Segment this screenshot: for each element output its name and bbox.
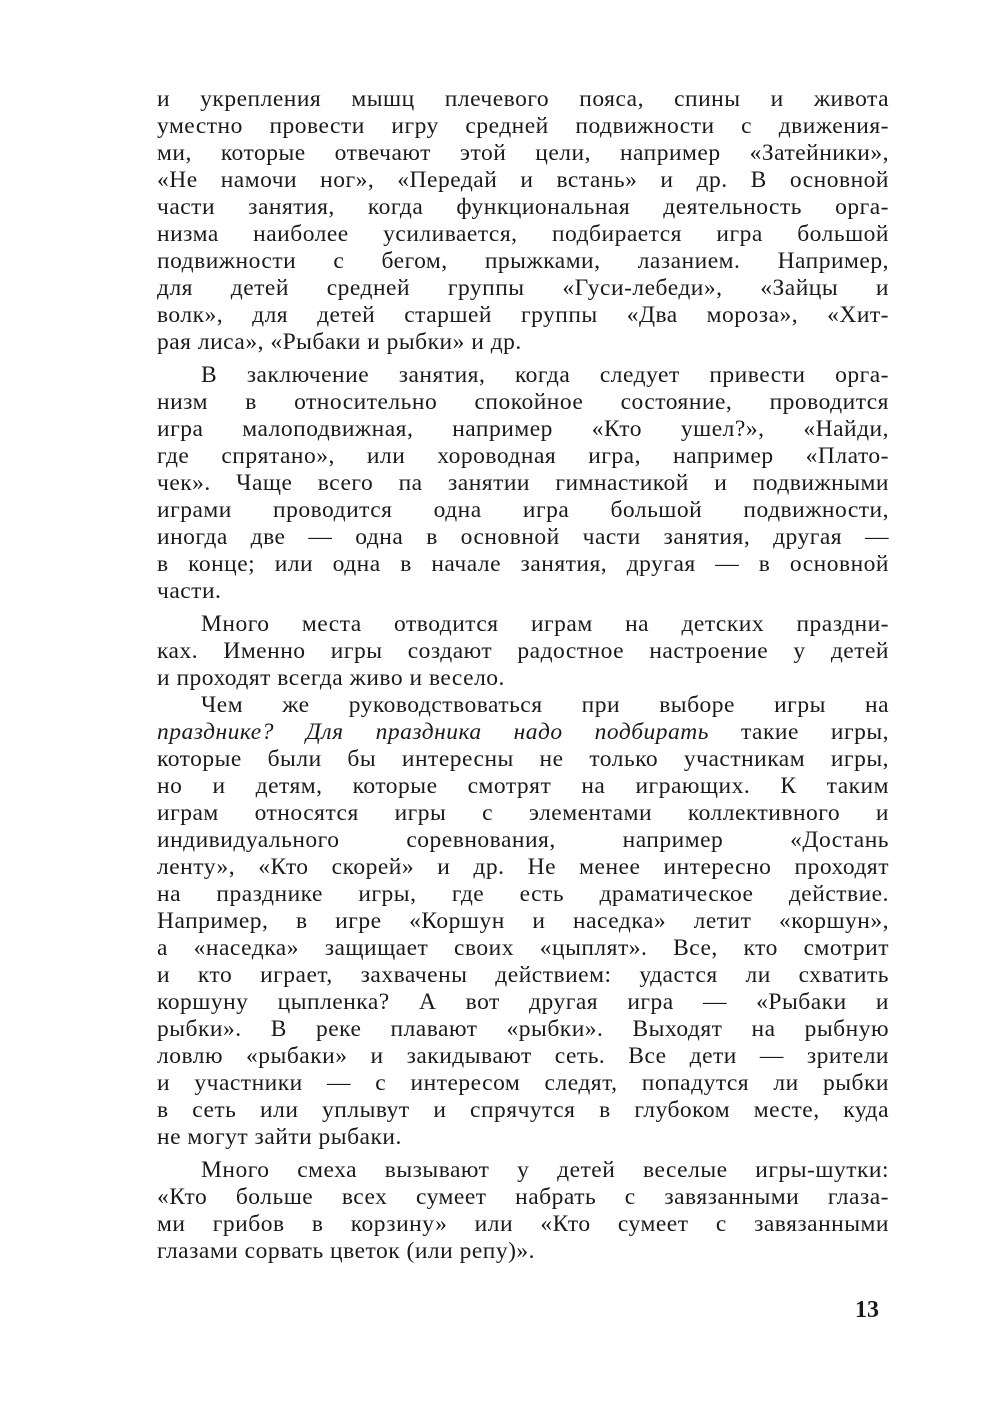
text-line: играми проводится одна игра большой подвижности, xyxy=(157,497,889,523)
text-line: играм относятся игры с элементами коллективного и xyxy=(157,800,889,826)
paragraph-4 xyxy=(157,692,889,1151)
text-line: ми грибов в корзину» или «Кто сумеет с завязанными xyxy=(157,1211,889,1237)
text-line: ленту», «Кто скорей» и др. Не менее интересно проходят xyxy=(157,854,889,880)
text-line: ми, которые отвечают этой цели, например «Затейники», xyxy=(157,140,889,166)
text-line: и укрепления мышц плечевого пояса, спины и живота xyxy=(157,86,889,112)
text-line: ловлю «рыбаки» и закидывают сеть. Все дети — зрители xyxy=(157,1043,889,1069)
text-line: индивидуального соревнования, например «Достань xyxy=(157,827,889,853)
text-line: волк», для детей старшей группы «Два мороза», «Хит- xyxy=(157,302,889,328)
text-line: В заключение занятия, когда следует привести орга- xyxy=(201,362,889,388)
text-line: где спрятано», или хороводная игра, например «Плато- xyxy=(157,443,889,469)
text-line: чек». Чаще всего па занятии гимнастикой и подвижными xyxy=(157,470,889,496)
text-line: подвижности с бегом, прыжками, лазанием. Например, xyxy=(157,248,889,274)
text-line: части. xyxy=(157,578,222,604)
text-line: «Не намочи ног», «Передай и встань» и др. В основной xyxy=(157,167,889,193)
text-line: и участники — с интересом следят, попадутся ли рыбки xyxy=(157,1070,889,1096)
page-number: 13 xyxy=(855,1297,879,1323)
text-line: а «наседка» защищает своих «цыплят». Все, кто смотрит xyxy=(157,935,889,961)
text-line: в конце; или одна в начале занятия, другая — в основной xyxy=(157,551,889,577)
paragraph-2 xyxy=(157,362,889,605)
text-line: рая лиса», «Рыбаки и рыбки» и др. xyxy=(157,329,522,355)
italic-phrase: празднике? Для праздника надо подбирать xyxy=(157,719,709,745)
page-body xyxy=(157,86,889,1265)
text-line: которые были бы интересны не только участникам игры, xyxy=(157,746,889,772)
text-line: низма наиболее усиливается, подбирается игра большой xyxy=(157,221,889,247)
text-line: в сеть или уплывут и спрячутся в глубоком месте, куда xyxy=(157,1097,889,1123)
text-line: уместно провести игру средней подвижности с движения- xyxy=(157,113,889,139)
paragraph-5 xyxy=(157,1157,889,1265)
text-line: и кто играет, захвачены действием: удастся ли схватить xyxy=(157,962,889,988)
text-fragment: такие игры, xyxy=(708,719,889,745)
text-line: и проходят всегда живо и весело. xyxy=(157,665,505,691)
text-line: коршуну цыпленка? А вот другая игра — «Рыбаки и xyxy=(157,989,889,1015)
text-line: Например, в игре «Коршун и наседка» летит «коршун», xyxy=(157,908,889,934)
text-line: Много смеха вызывают у детей веселые игры-шутки: xyxy=(201,1157,889,1183)
text-line: части занятия, когда функциональная деятельность орга- xyxy=(157,194,889,220)
text-line: ках. Именно игры создают радостное настроение у детей xyxy=(157,638,889,664)
paragraph-1 xyxy=(157,86,889,356)
paragraph-3 xyxy=(157,611,889,692)
text-line: игра малоподвижная, например «Кто ушел?», «Найди, xyxy=(157,416,889,442)
text-line: низм в относительно спокойное состояние, проводится xyxy=(157,389,889,415)
text-line: но и детям, которые смотрят на играющих. К таким xyxy=(157,773,889,799)
text-line: рыбки». В реке плавают «рыбки». Выходят на рыбную xyxy=(157,1016,889,1042)
text-line: не могут зайти рыбаки. xyxy=(157,1124,402,1150)
text-line xyxy=(157,719,889,746)
text-line: «Кто больше всех сумеет набрать с завязанными глаза- xyxy=(157,1184,889,1210)
text-line: на празднике игры, где есть драматическое действие. xyxy=(157,881,889,907)
text-line: глазами сорвать цветок (или репу)». xyxy=(157,1238,536,1264)
text-line: иногда две — одна в основной части занятия, другая — xyxy=(157,524,889,550)
text-line: Чем же руководствоваться при выборе игры на xyxy=(201,692,889,718)
text-line: для детей средней группы «Гуси-лебеди», «Зайцы и xyxy=(157,275,889,301)
text-line: Много места отводится играм на детских праздни- xyxy=(201,611,889,637)
